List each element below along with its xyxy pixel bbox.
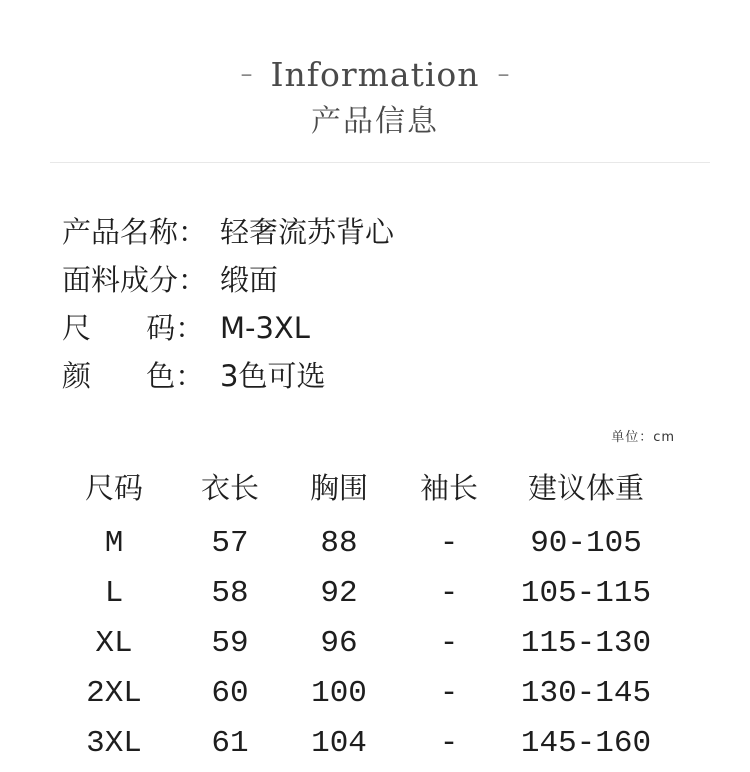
table-cell: 92 <box>320 576 358 611</box>
column-header-sleeve: 袖长 <box>419 471 478 505</box>
info-row-color <box>62 352 394 400</box>
table-cell: 60 <box>211 676 249 711</box>
product-info-list <box>62 208 394 400</box>
table-row <box>0 719 750 769</box>
table-cell: 90-105 <box>530 526 642 561</box>
info-key: 尺 码： <box>62 311 205 345</box>
table-cell: 58 <box>211 576 249 611</box>
table-cell: 61 <box>211 726 249 761</box>
column-header-bust: 胸围 <box>309 471 368 505</box>
title-row <box>0 52 750 96</box>
table-cell: - <box>439 576 459 611</box>
title-english: Information <box>270 54 480 94</box>
column-header-length: 衣长 <box>200 471 259 505</box>
table-cell: 130-145 <box>520 676 652 711</box>
table-cell: - <box>439 726 459 761</box>
info-key: 面料成分： <box>62 263 208 297</box>
info-value: 3色可选 <box>220 359 326 393</box>
info-key: 颜 色： <box>62 359 205 393</box>
size-table <box>0 464 750 769</box>
table-row <box>0 519 750 569</box>
table-cell: L <box>104 576 124 611</box>
table-cell: - <box>439 626 459 661</box>
table-cell: 96 <box>320 626 358 661</box>
column-header-size: 尺码 <box>84 471 143 505</box>
table-cell: - <box>439 526 459 561</box>
table-cell: 115-130 <box>520 626 652 661</box>
table-cell: M <box>104 526 124 561</box>
header-divider <box>50 162 710 163</box>
column-header-weight: 建议体重 <box>527 471 644 505</box>
table-cell: - <box>439 676 459 711</box>
table-cell: 57 <box>211 526 249 561</box>
unit-label: 单位：cm <box>611 430 675 445</box>
info-key: 产品名称： <box>62 215 208 249</box>
table-cell: XL <box>95 626 133 661</box>
table-cell: 145-160 <box>520 726 652 761</box>
info-row-fabric <box>62 256 394 304</box>
info-value: M-3XL <box>220 311 310 345</box>
table-row <box>0 569 750 619</box>
title-chinese: 产品信息 <box>311 104 439 139</box>
info-value: 轻奢流苏背心 <box>220 215 395 249</box>
table-header-row <box>0 464 750 519</box>
title-dash-right: – <box>497 60 510 88</box>
info-row-name <box>62 208 394 256</box>
table-cell: 104 <box>311 726 367 761</box>
table-row <box>0 669 750 719</box>
table-cell: 100 <box>311 676 367 711</box>
table-cell: 88 <box>320 526 358 561</box>
table-row <box>0 619 750 669</box>
table-cell: 59 <box>211 626 249 661</box>
table-cell: 3XL <box>86 726 142 761</box>
table-cell: 105-115 <box>520 576 652 611</box>
info-row-size <box>62 304 394 352</box>
title-dash-left: – <box>240 60 253 88</box>
table-cell: 2XL <box>86 676 142 711</box>
info-value: 缎面 <box>220 263 279 297</box>
info-header <box>0 52 750 140</box>
